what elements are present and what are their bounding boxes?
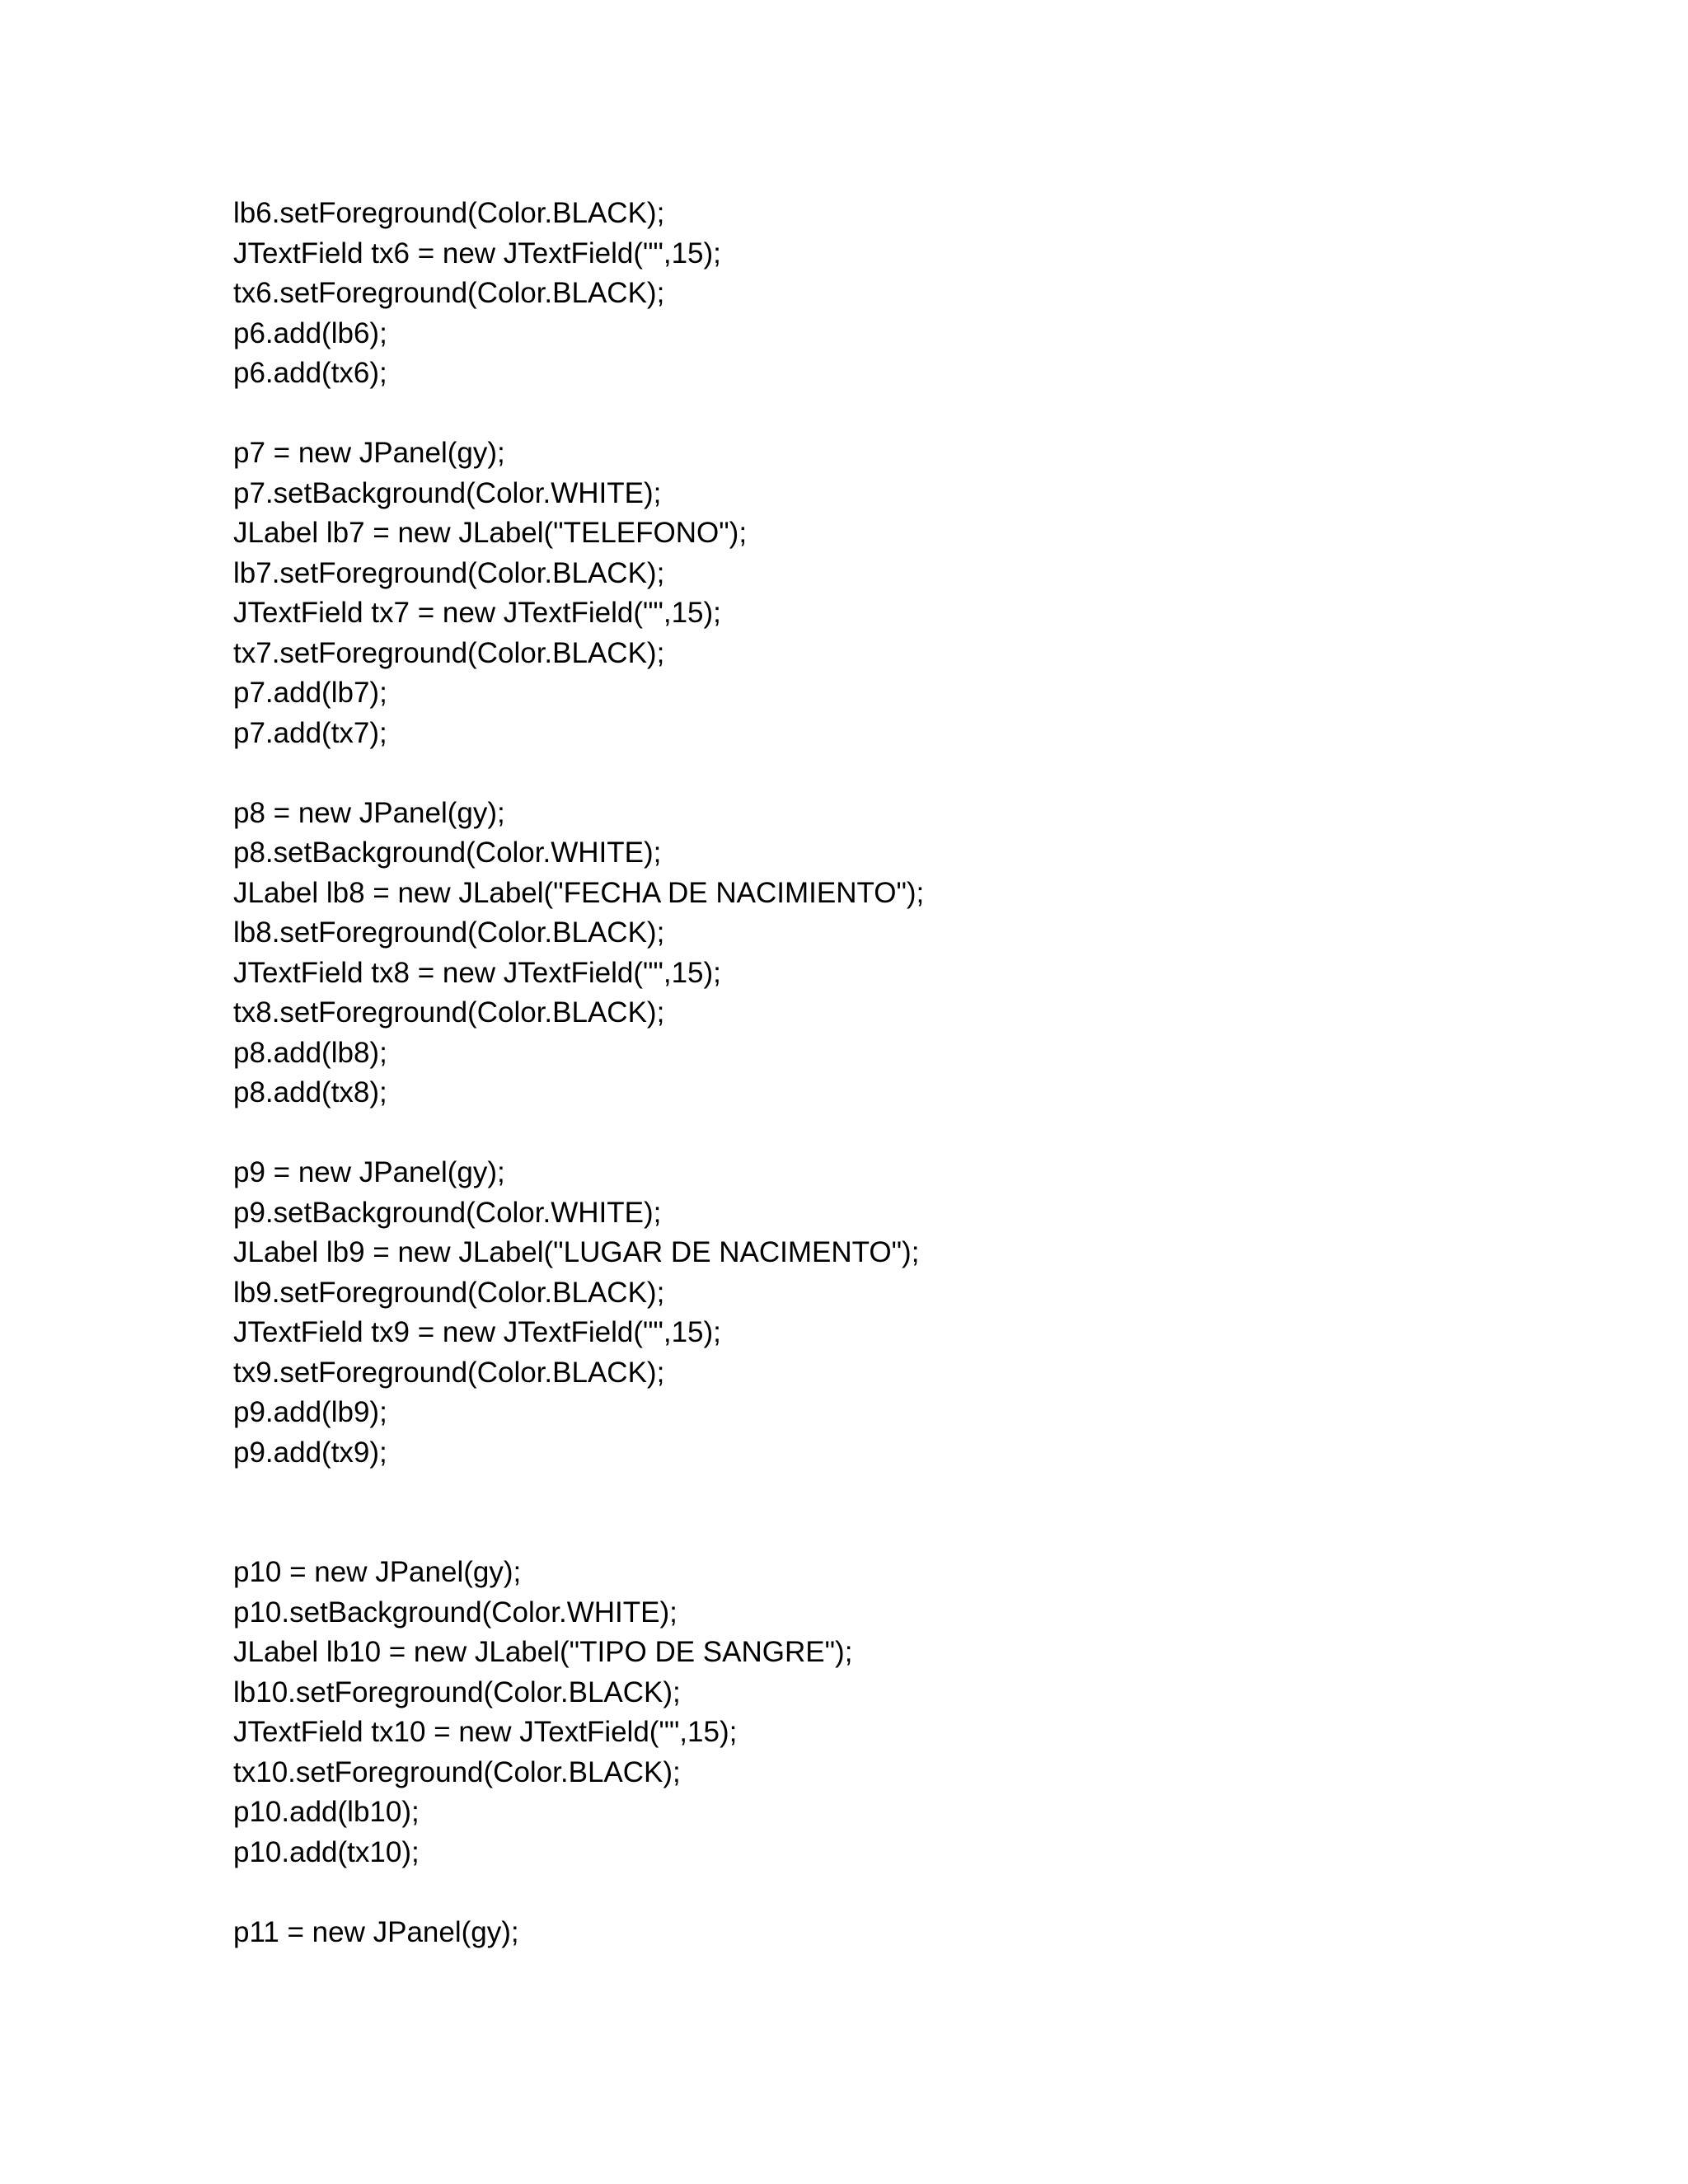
code-line: JTextField tx10 = new JTextField("",15);: [233, 1716, 738, 1748]
code-line: p9.add(lb9);: [233, 1396, 387, 1428]
code-line: p6.add(tx6);: [233, 357, 387, 389]
code-line: p11 = new JPanel(gy);: [233, 1915, 519, 1948]
code-line: p7.add(lb7);: [233, 677, 387, 709]
code-line: JTextField tx7 = new JTextField("",15);: [233, 597, 721, 629]
code-line: JTextField tx9 = new JTextField("",15);: [233, 1316, 721, 1348]
blank-line: [233, 394, 1552, 434]
blank-line: [233, 753, 1552, 794]
code-line: JLabel lb7 = new JLabel("TELEFONO");: [233, 517, 748, 549]
code-line: p7 = new JPanel(gy);: [233, 437, 505, 469]
code-line: p10.add(lb10);: [233, 1796, 420, 1828]
code-line: lb9.setForeground(Color.BLACK);: [233, 1276, 665, 1309]
code-line: tx9.setForeground(Color.BLACK);: [233, 1356, 665, 1389]
blank-line: [233, 1872, 1552, 1913]
code-line: JTextField tx6 = new JTextField("",15);: [233, 237, 721, 269]
code-line: lb6.setForeground(Color.BLACK);: [233, 197, 665, 229]
code-line: tx6.setForeground(Color.BLACK);: [233, 277, 665, 309]
blank-line: [233, 1473, 1552, 1513]
blank-line: [233, 1513, 1552, 1554]
code-line: lb7.setForeground(Color.BLACK);: [233, 556, 665, 589]
code-line: p6.add(lb6);: [233, 316, 387, 349]
code-line: JTextField tx8 = new JTextField("",15);: [233, 956, 721, 989]
code-line: p7.add(tx7);: [233, 716, 387, 749]
code-line: tx10.setForeground(Color.BLACK);: [233, 1755, 681, 1788]
code-line: JLabel lb9 = new JLabel("LUGAR DE NACIMENTO");: [233, 1236, 920, 1268]
code-line: p8.add(tx8);: [233, 1076, 387, 1108]
code-line: lb8.setForeground(Color.BLACK);: [233, 916, 665, 949]
code-line: p7.setBackground(Color.WHITE);: [233, 476, 662, 509]
code-line: p9.setBackground(Color.WHITE);: [233, 1196, 662, 1229]
code-line: p9.add(tx9);: [233, 1436, 387, 1469]
code-line: tx7.setForeground(Color.BLACK);: [233, 636, 665, 669]
code-line: p10.setBackground(Color.WHITE);: [233, 1596, 678, 1629]
code-line: lb10.setForeground(Color.BLACK);: [233, 1675, 681, 1708]
blank-line: [233, 1113, 1552, 1154]
code-line: JLabel lb8 = new JLabel("FECHA DE NACIMIENTO");: [233, 876, 925, 909]
code-line: JLabel lb10 = new JLabel("TIPO DE SANGRE");: [233, 1636, 853, 1668]
code-text-block: [233, 194, 1552, 1952]
code-line: p10 = new JPanel(gy);: [233, 1556, 522, 1588]
code-line: p10.add(tx10);: [233, 1835, 420, 1868]
code-line: p8 = new JPanel(gy);: [233, 796, 505, 829]
code-line: p8.add(lb8);: [233, 1036, 387, 1069]
code-line: p8.setBackground(Color.WHITE);: [233, 837, 662, 869]
code-line: tx8.setForeground(Color.BLACK);: [233, 996, 665, 1029]
code-line: p9 = new JPanel(gy);: [233, 1156, 505, 1188]
